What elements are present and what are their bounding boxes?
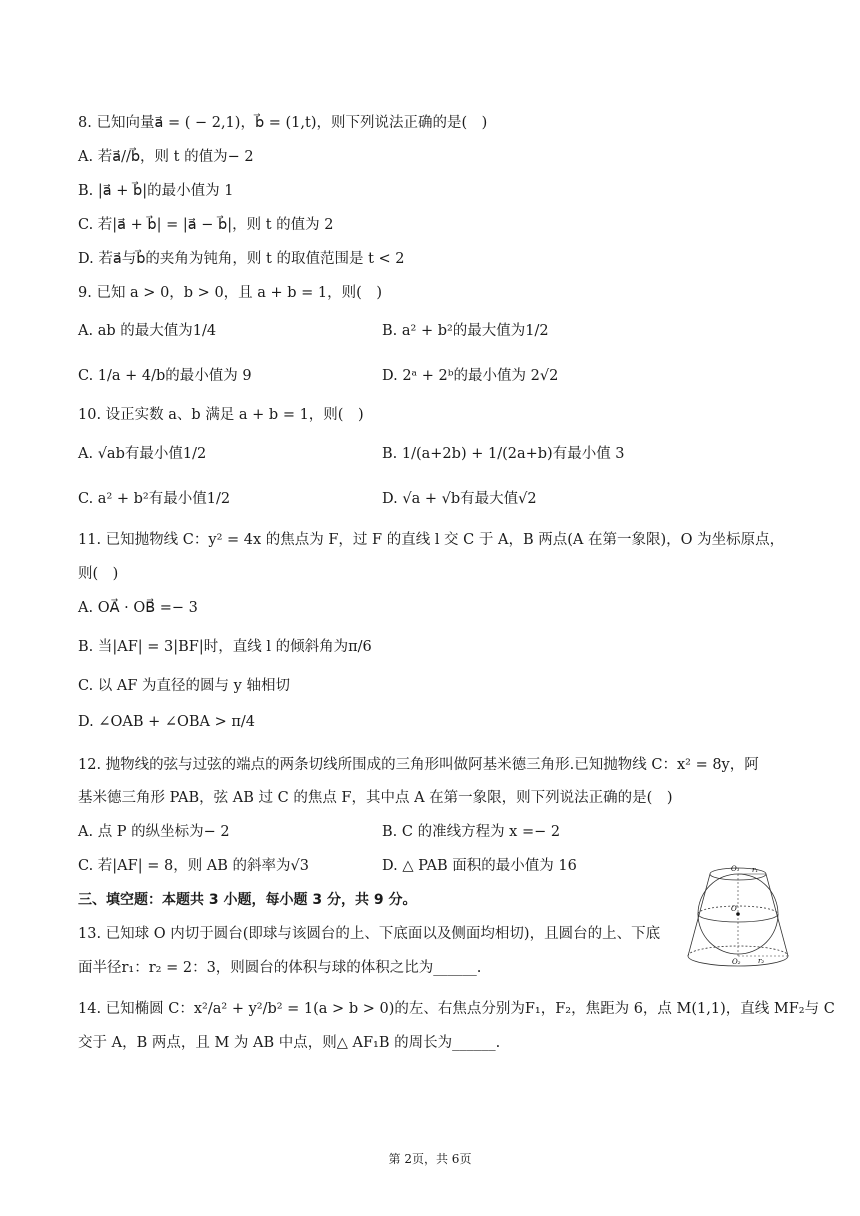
q9-option-d: D. 2ᵃ + 2ᵇ的最小值为 2√2: [382, 368, 559, 384]
frustum-figure: [686, 858, 790, 974]
q12-option-a: A. 点 P 的纵坐标为− 2: [78, 824, 230, 840]
q11-stem-line2: 则( ): [78, 566, 119, 582]
q11-option-c: C. 以 AF 为直径的圆与 y 轴相切: [78, 678, 290, 694]
q9-option-a: A. ab 的最大值为1/4: [78, 323, 217, 339]
q8-option-d: D. 若a⃗与b⃗的夹角为钝角，则 t 的取值范围是 t < 2: [78, 251, 405, 267]
q12-option-c: C. 若|AF| = 8，则 AB 的斜率为√3: [78, 858, 310, 874]
q12-option-d: D. △ PAB 面积的最小值为 16: [382, 858, 577, 874]
q12-stem-line2: 基米德三角形 PAB，弦 AB 过 C 的焦点 F，其中点 A 在第一象限，则下列说法正确的是( ): [78, 790, 673, 806]
q11-option-d: D. ∠OAB + ∠OBA > π/4: [78, 714, 256, 730]
q14-line1: 14. 已知椭圆 C：x²/a² + y²/b² = 1(a > b > 0)的左、右焦点分别为F₁，F₂，焦距为 6，点 M(1,1)，直线 MF₂与 C: [78, 1001, 835, 1017]
q13-line2: 面半径r₁：r₂ = 2：3，则圆台的体积与球的体积之比为______.: [78, 960, 482, 976]
label-r2: r₂: [758, 957, 765, 965]
q9-stem: 9. 已知 a > 0，b > 0，且 a + b = 1，则( ): [78, 285, 382, 301]
q11-option-a: A. OA⃗ · OB⃗ =− 3: [78, 600, 198, 616]
label-o1: O₁: [731, 865, 740, 873]
q11-stem-line1: 11. 已知抛物线 C：y² = 4x 的焦点为 F，过 F 的直线 l 交 C 于 A，B 两点(A 在第一象限)，O 为坐标原点，: [78, 532, 785, 548]
q9-option-b: B. a² + b²的最大值为1/2: [382, 323, 549, 339]
q14-line2: 交于 A，B 两点，且 M 为 AB 中点，则△ AF₁B 的周长为______.: [78, 1035, 501, 1051]
q12-stem-line1: 12. 抛物线的弦与过弦的端点的两条切线所围成的三角形叫做阿基米德三角形.已知抛物线 C：x² = 8y，阿: [78, 757, 759, 773]
label-r1: r₁: [752, 866, 759, 874]
q11-option-b: B. 当|AF| = 3|BF|时，直线 l 的倾斜角为π/6: [78, 639, 372, 655]
q8-stem: 8. 已知向量a⃗ = ( − 2,1)，b⃗ = (1,t)，则下列说法正确的是( ): [78, 115, 488, 131]
q8-option-b: B. |a⃗ + b⃗|的最小值为 1: [78, 183, 234, 199]
q9-option-c: C. 1/a + 4/b的最小值为 9: [78, 368, 252, 384]
q8-option-a: A. 若a⃗//b⃗，则 t 的值为− 2: [78, 149, 254, 165]
label-o2: O₂: [732, 958, 741, 966]
q10-stem: 10. 设正实数 a、b 满足 a + b = 1，则( ): [78, 407, 364, 423]
q10-option-b: B. 1/(a+2b) + 1/(2a+b)有最小值 3: [382, 446, 625, 462]
section-heading: 三、填空题：本题共 3 小题，每小题 3 分，共 9 分。: [78, 892, 417, 908]
label-o: O: [731, 905, 737, 913]
q12-option-b: B. C 的准线方程为 x =− 2: [382, 824, 561, 840]
q13-line1: 13. 已知球 O 内切于圆台(即球与该圆台的上、下底面以及侧面均相切)，且圆台的上、下底: [78, 926, 661, 942]
q8-option-c: C. 若|a⃗ + b⃗| = |a⃗ − b⃗|，则 t 的值为 2: [78, 217, 334, 233]
page-footer: 第 2页，共 6页: [388, 1152, 472, 1166]
q10-option-a: A. √ab有最小值1/2: [78, 446, 207, 462]
q10-option-c: C. a² + b²有最小值1/2: [78, 491, 231, 507]
q10-option-d: D. √a + √b有最大值√2: [382, 491, 537, 507]
